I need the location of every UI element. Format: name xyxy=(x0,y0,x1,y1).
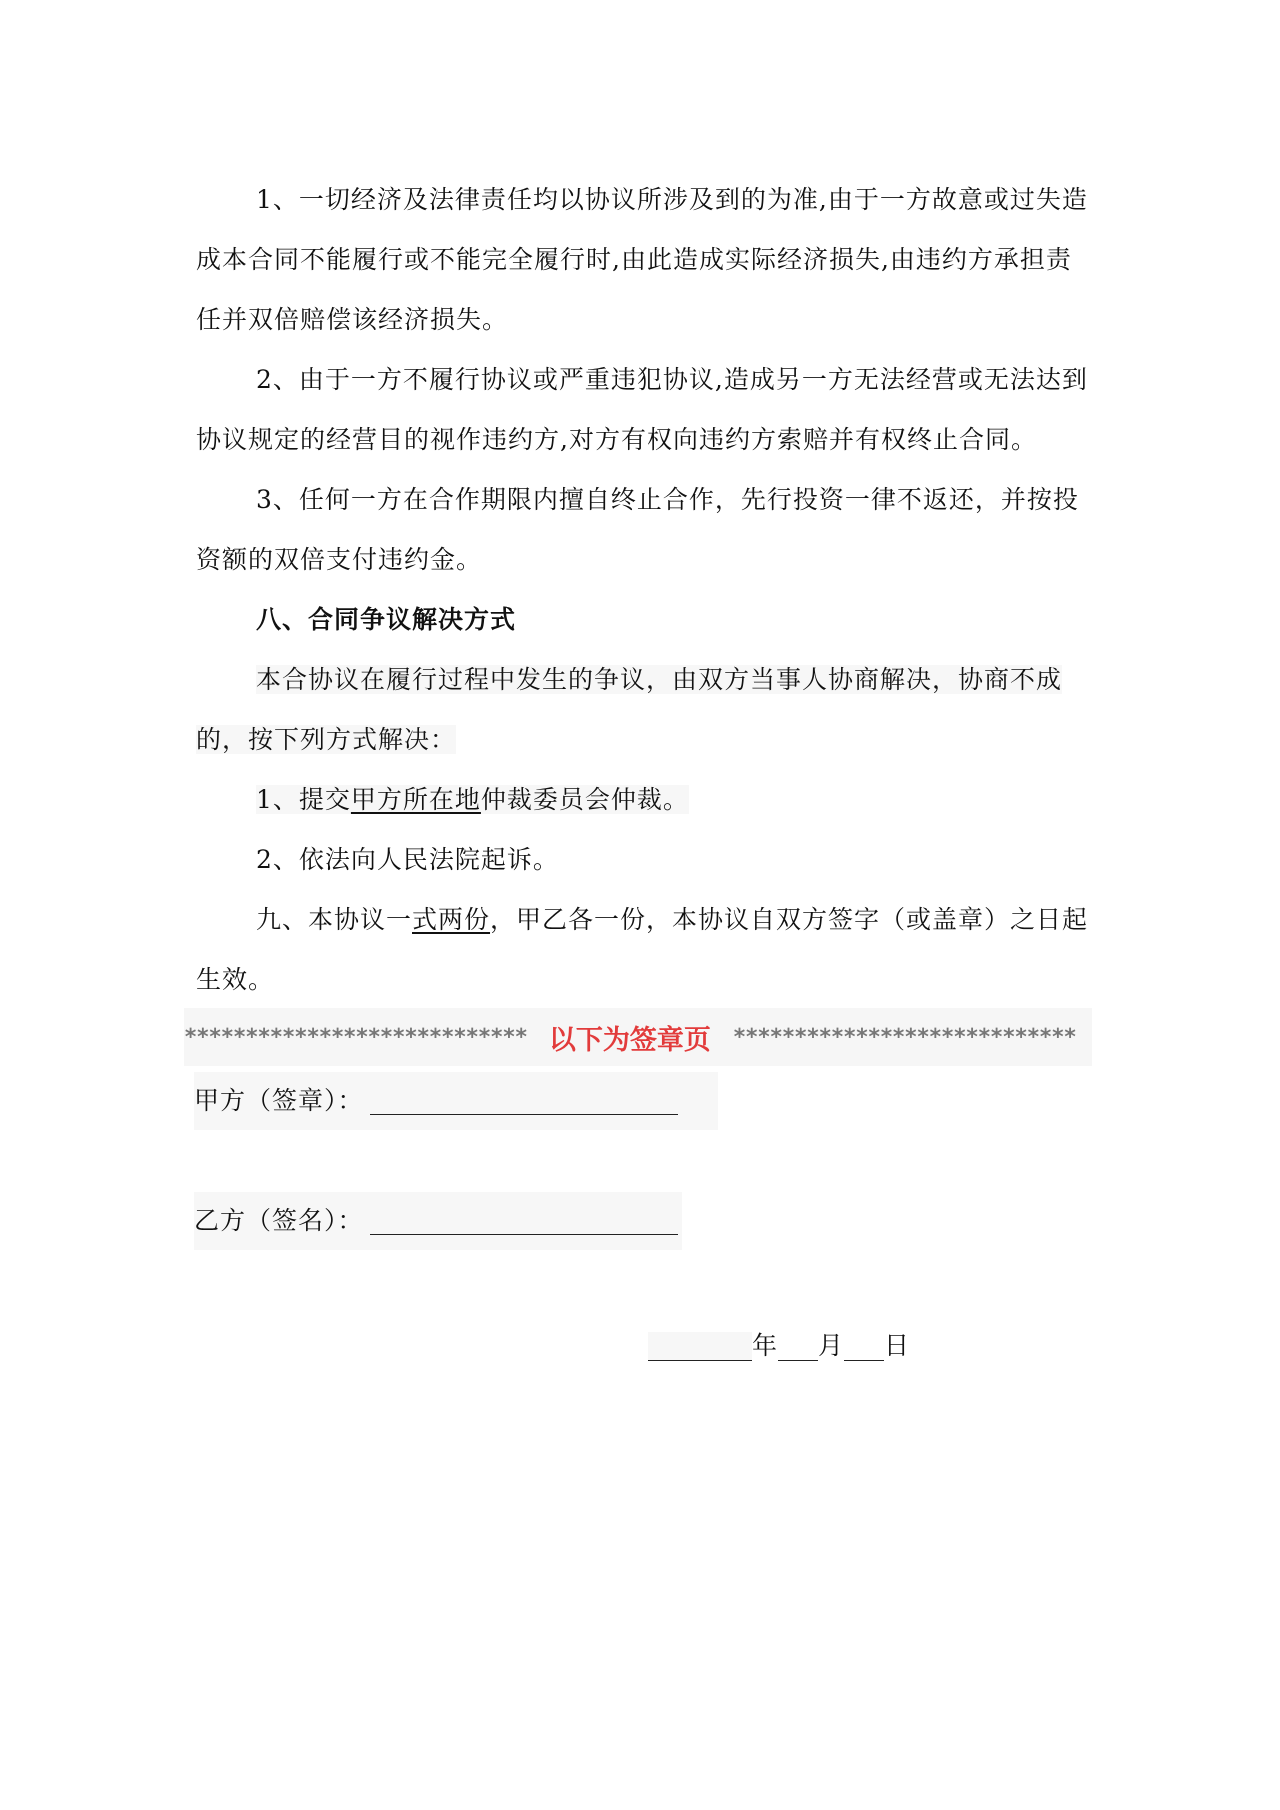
section-8-heading: 八、合同争议解决方式 xyxy=(256,605,517,634)
section-9-suffix: ，甲乙各一份，本协议自双方签字（或盖章）之日起生效。 xyxy=(196,905,1089,994)
party-b-signature-line xyxy=(370,1208,678,1235)
clause-3: 3、任何一方在合作期限内擅自终止合作，先行投资一律不返还，并按投资额的双倍支付违约金。 xyxy=(196,485,1079,574)
year-blank xyxy=(648,1332,752,1361)
section-8-intro xyxy=(196,650,1096,770)
party-a-signature-line xyxy=(370,1088,678,1115)
party-b-label: 乙方（签名）： xyxy=(194,1206,364,1235)
party-a-signature xyxy=(194,1072,718,1130)
option-1-suffix: 仲裁委员会仲裁。 xyxy=(480,785,689,814)
year-label: 年 xyxy=(752,1331,779,1360)
section-8-option-2: 2、依法向人民法院起诉。 xyxy=(256,845,559,874)
signing-date xyxy=(648,1322,910,1370)
month-blank xyxy=(778,1332,818,1361)
option-1-text xyxy=(256,785,689,814)
clause-2: 2、由于一方不履行协议或严重违犯协议,造成另一方无法经营或无法达到协议规定的经营目的视作违约方,对方有权向违约方索赔并有权终止合同。 xyxy=(196,365,1088,454)
day-blank xyxy=(844,1332,884,1361)
section-9 xyxy=(196,890,1096,1010)
party-b-signature xyxy=(194,1192,682,1250)
month-label: 月 xyxy=(818,1331,845,1360)
divider-title: 以下为签章页 xyxy=(548,1024,711,1056)
option-1-underlined: 甲方所在地 xyxy=(350,785,481,814)
option-1-prefix: 1、提交 xyxy=(256,785,351,814)
section-8-intro-text: 本合协议在履行过程中发生的争议，由双方当事人协商解决，协商不成的，按下列方式解决： xyxy=(196,665,1063,754)
divider-stars-left: **************************** xyxy=(184,1024,527,1050)
party-a-label: 甲方（签章）： xyxy=(194,1086,364,1115)
section-9-prefix: 九、本协议一 xyxy=(256,905,413,934)
divider-stars-right: **************************** xyxy=(732,1024,1076,1050)
section-8-option-1 xyxy=(196,770,1096,830)
day-label: 日 xyxy=(884,1331,911,1360)
signature-page-divider xyxy=(184,1008,1092,1066)
clause-1: 1、一切经济及法律责任均以协议所涉及到的为准,由于一方故意或过失造成本合同不能履行或不能完全履行时,由此造成实际经济损失,由违约方承担责任并双倍赔偿该经济损失。 xyxy=(196,185,1088,334)
section-9-underlined: 式两份 xyxy=(412,905,491,934)
